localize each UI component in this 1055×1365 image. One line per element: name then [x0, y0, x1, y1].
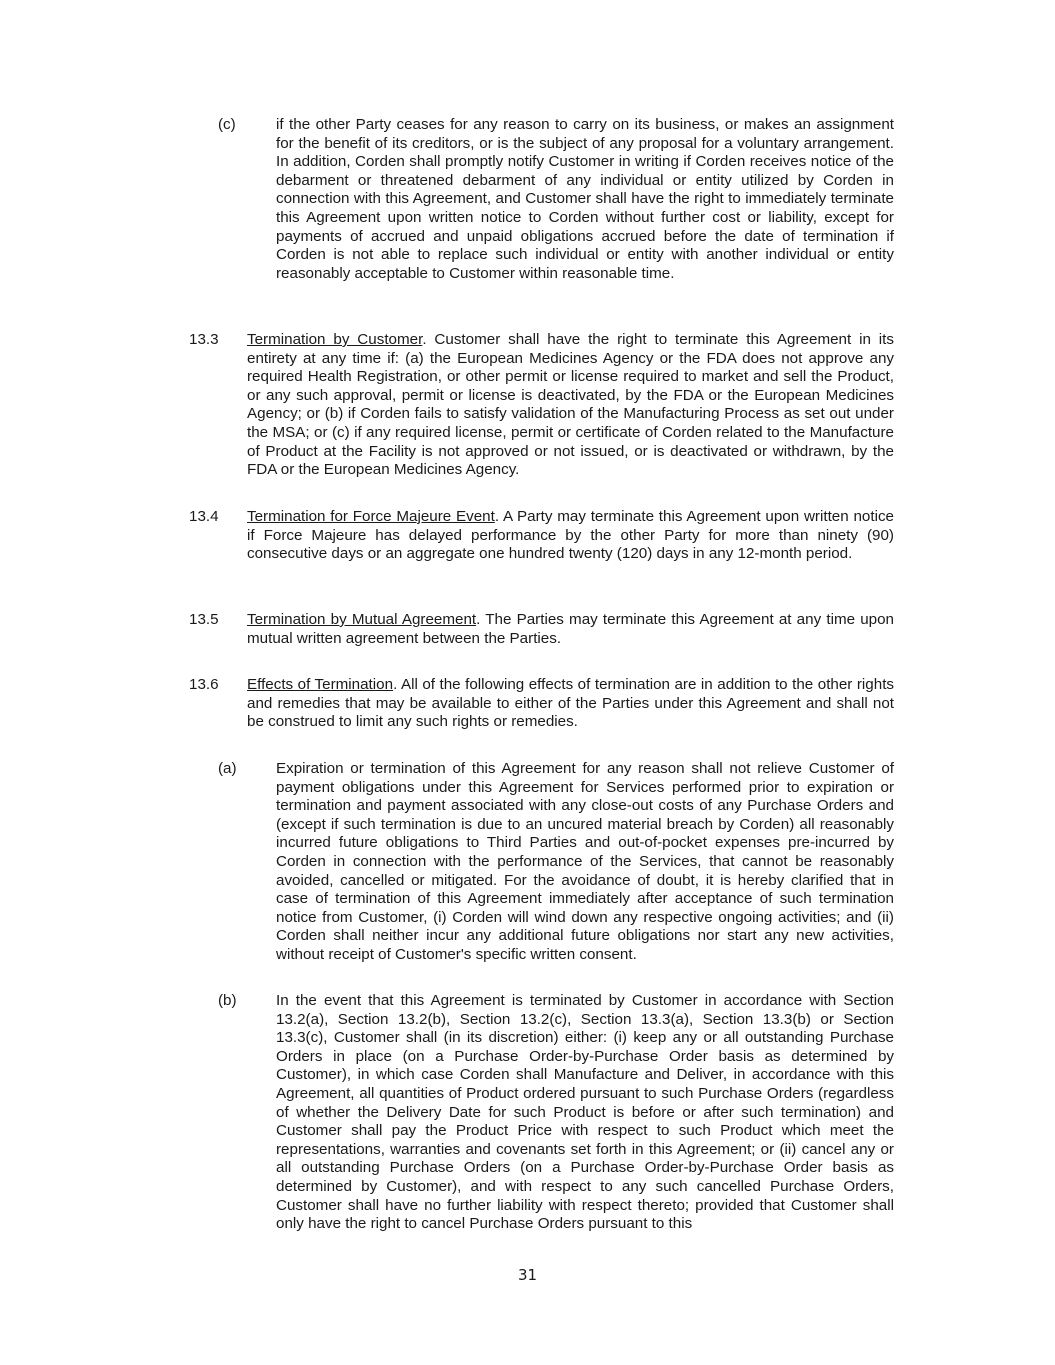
section-13-4 — [247, 508, 894, 564]
section-body-13-4: . A Party may terminate this Agreement upon written notice if Force Majeure has delayed performance by the other Party for more than ninety (90) consecutive days or an aggregate one hundred twenty (120) days in any 12-month period. — [247, 508, 894, 563]
paragraph-b: In the event that this Agreement is terminated by Customer in accordance with Section 13.2(a), Section 13.2(b), Section 13.2(c), Section 13.3(a), Section 13.3(b) or Section 13.3(c), Customer shall (in its discretion) either: (i) keep any or all outstanding Purchase Orders in place (on a Purchase Order-by-Purchase Order basis as determined by Customer), in which case Corden shall Manufacture and Deliver, in accordance with this Agreement, all quantities of Product ordered pursuant to such Purchase Orders (regardless of whether the Delivery Date for such Product is before or after such termination) and Customer shall pay the Product Price with respect to such Product which meet the representations, warranties and covenants set forth in this Agreement; or (ii) cancel any or all outstanding Purchase Orders (on a Purchase Order-by-Purchase Order basis as determined by Customer), and with respect to any such cancelled Purchase Orders, Customer shall have no further liability with respect thereto; provided that Customer shall only have the right to cancel Purchase Orders pursuant to this — [276, 992, 894, 1233]
item-label-b: (b) — [218, 992, 237, 1009]
section-13-5 — [247, 611, 894, 648]
paragraph-a: Expiration or termination of this Agreement for any reason shall not relieve Customer of payment obligations under this Agreement for Services performed prior to expiration or termination and payment associated with any close-out costs of any Purchase Orders and (except if such termination is due to an uncured material breach by Corden) all reasonably incurred future obligations to Third Parties and out-of-pocket expenses pre-incurred by Corden in connection with the performance of the Services, that cannot be reasonably avoided, cancelled or mitigated. For the avoidance of doubt, it is hereby clarified that in case of termination of this Agreement immediately after acceptance of such termination notice from Customer, (i) Corden will wind down any respective ongoing activities; and (ii) Corden shall neither incur any additional future obligations nor start any new activities, without receipt of Customer's specific written consent. — [276, 760, 894, 963]
section-number-13-5: 13.5 — [189, 611, 219, 628]
section-body-13-3: . Customer shall have the right to terminate this Agreement in its entirety at any time if: (a) the European Medicines Agency or the FDA does not approve any required Health Registration, or other permit or license required to market and sell the Product, or any such approval, permit or license is deactivated, by the FDA or the European Medicines Agency; or (b) if Corden fails to satisfy validation of the Manufacturing Process as set out under the MSA; or (c) if any required license, permit or certificate of Corden related to the Manufacture of Product at the Facility is not approved or not issued, or is deactivated or withdrawn, by the FDA or the European Medicines Agency. — [247, 331, 894, 479]
section-number-13-3: 13.3 — [189, 331, 219, 348]
section-heading-13-4: Termination for Force Majeure Event — [247, 508, 495, 525]
page-number: 31 — [517, 1266, 538, 1284]
paragraph-c: if the other Party ceases for any reason to carry on its business, or makes an assignment for the benefit of its creditors, or is the subject of any proposal for a voluntary arrangement. In addition, Corden shall promptly notify Customer in writing if Corden receives notice of the debarment or threatened debarment of any individual or entity utilized by Corden in connection with this Agreement, and Customer shall have the right to immediately terminate this Agreement upon written notice to Corden without further cost or liability, except for payments of accrued and unpaid obligations accrued before the date of termination if Corden is not able to replace such individual or entity with another individual or entity reasonably acceptable to Customer within reasonable time. — [276, 116, 894, 282]
section-13-6 — [247, 676, 894, 732]
section-heading-13-5: Termination by Mutual Agreement — [247, 611, 477, 628]
item-label-a: (a) — [218, 760, 237, 777]
section-heading-13-3: Termination by Customer — [247, 331, 423, 348]
section-body-13-6: . All of the following effects of termination are in addition to the other rights and remedies that may be available to either of the Parties under this Agreement and shall not be construed to limit any such rights or remedies. — [247, 676, 895, 731]
section-body-13-5: . The Parties may terminate this Agreement at any time upon mutual written agreement between the Parties. — [247, 611, 895, 647]
item-label-c: (c) — [218, 116, 236, 133]
section-number-13-6: 13.6 — [189, 676, 219, 693]
section-heading-13-6: Effects of Termination — [247, 676, 394, 693]
section-number-13-4: 13.4 — [189, 508, 219, 525]
section-13-3 — [247, 331, 894, 480]
